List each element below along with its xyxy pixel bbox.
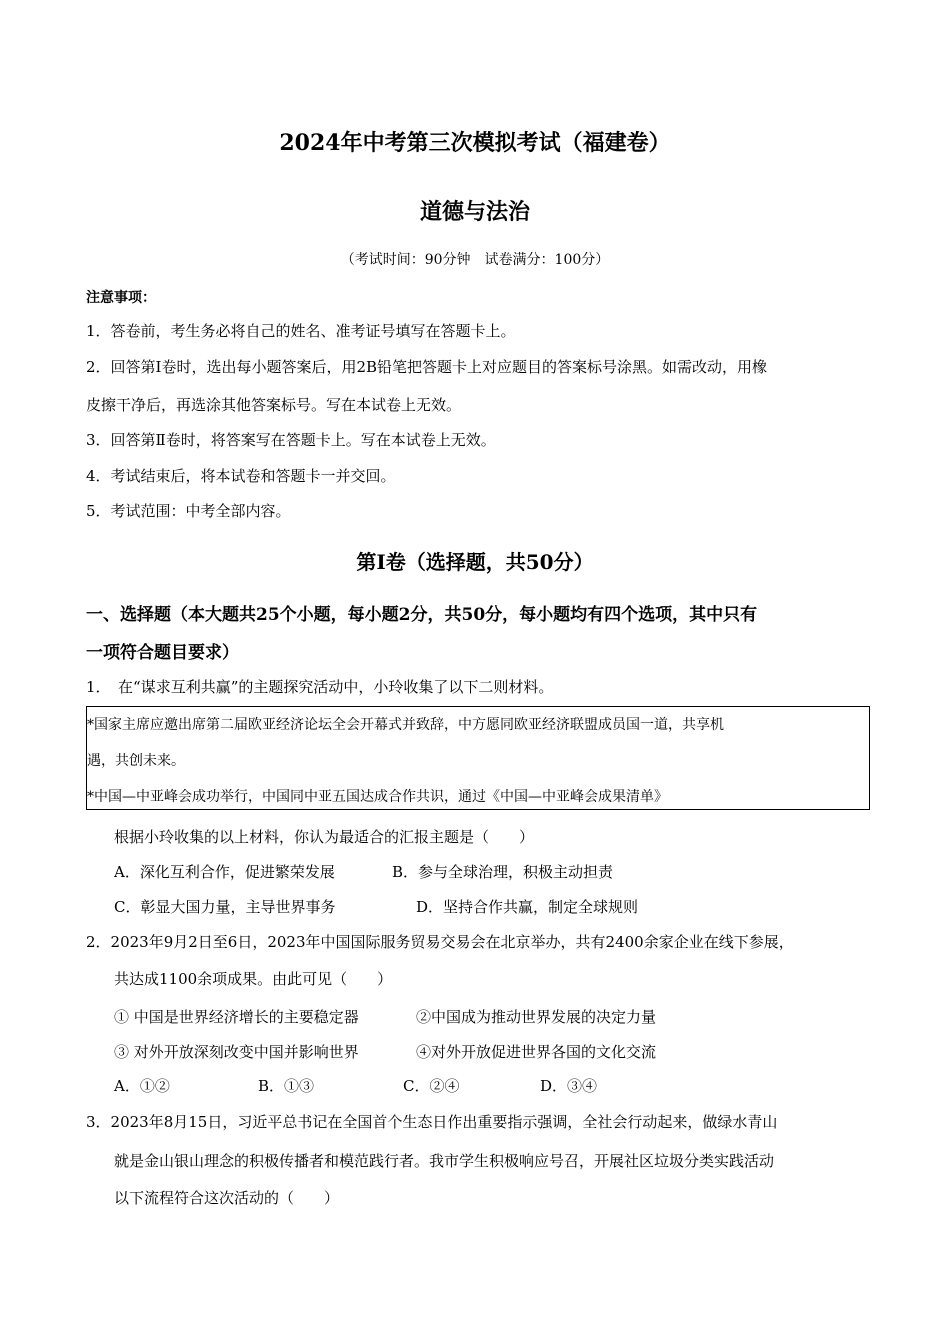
- question-stem: 2．2023年9月2日至6日，2023年中国国际服务贸易交易会在北京举办，共有2400余家企业在线下参展，: [86, 933, 794, 951]
- question-prompt: 根据小玲收集的以上材料，你认为最适合的汇报主题是（ ）: [114, 828, 535, 846]
- notice-heading: 注意事项：: [86, 290, 156, 306]
- option-c: C．彰显大国力量，主导世界事务: [114, 898, 336, 916]
- question-stem: 1． 在“谋求互利共赢”的主题探究活动中，小玲收集了以下二则材料。: [86, 678, 554, 696]
- question-stem: 3．2023年8月15日，习近平总书记在全国首个生态日作出重要指示强调，全社会行动起来，做绿水青山: [86, 1113, 778, 1131]
- statement-2: ②中国成为推动世界发展的决定力量: [416, 1008, 657, 1026]
- material-line: 遇，共创未来。: [87, 753, 185, 769]
- option-b: B．参与全球治理，积极主动担责: [392, 863, 614, 881]
- option-d: D．③④: [540, 1077, 598, 1095]
- statement-3: ③ 对外开放深刻改变中国并影响世界: [114, 1043, 359, 1061]
- notice-item: 1．答卷前，考生务必将自己的姓名、准考证号填写在答题卡上。: [86, 322, 516, 340]
- material-line: *中国—中亚峰会成功举行，中国同中亚五国达成合作共识，通过《中国—中亚峰会成果清单》: [87, 789, 668, 805]
- material-line: *国家主席应邀出席第二届欧亚经济论坛全会开幕式并致辞，中方愿同欧亚经济联盟成员国一道，共享机: [87, 717, 724, 733]
- question-stem: 就是金山银山理念的积极传播者和模范践行者。我市学生积极响应号召，开展社区垃圾分类实践活动: [114, 1152, 775, 1170]
- option-a: A．深化互利合作，促进繁荣发展: [114, 863, 335, 881]
- exam-title: 2024年中考第三次模拟考试（福建卷）: [279, 130, 671, 156]
- notice-item: 3．回答第Ⅱ卷时，将答案写在答题卡上。写在本试卷上无效。: [86, 431, 496, 449]
- statement-4: ④对外开放促进世界各国的文化交流: [416, 1043, 657, 1061]
- notice-item: 4．考试结束后，将本试卷和答题卡一并交回。: [86, 467, 396, 485]
- option-b: B．①③: [258, 1077, 315, 1095]
- subject-title: 道德与法治: [419, 199, 530, 225]
- statement-1: ① 中国是世界经济增长的主要稳定器: [114, 1008, 359, 1026]
- section-title: 第Ⅰ卷（选择题，共50分）: [356, 550, 594, 574]
- part-heading: 一项符合题目要求）: [86, 643, 239, 663]
- material-box: [86, 706, 870, 810]
- notice-item: 皮擦干净后，再选涂其他答案标号。写在本试卷上无效。: [86, 396, 462, 414]
- notice-item: 5．考试范围：中考全部内容。: [86, 502, 291, 520]
- exam-info: （考试时间：90分钟 试卷满分：100分）: [340, 252, 610, 268]
- question-stem: 以下流程符合这次活动的（ ）: [114, 1189, 340, 1207]
- part-heading: 一、选择题（本大题共25个小题，每小题2分，共50分，每小题均有四个选项，其中只有: [86, 605, 758, 625]
- notice-item: 2．回答第Ⅰ卷时，选出每小题答案后，用2B铅笔把答题卡上对应题目的答案标号涂黑。如需改动，用橡: [86, 358, 768, 376]
- option-c: C．②④: [403, 1077, 460, 1095]
- question-stem: 共达成1100余项成果。由此可见（ ）: [114, 970, 393, 988]
- option-d: D．坚持合作共赢，制定全球规则: [416, 898, 639, 916]
- option-a: A．①②: [114, 1077, 170, 1095]
